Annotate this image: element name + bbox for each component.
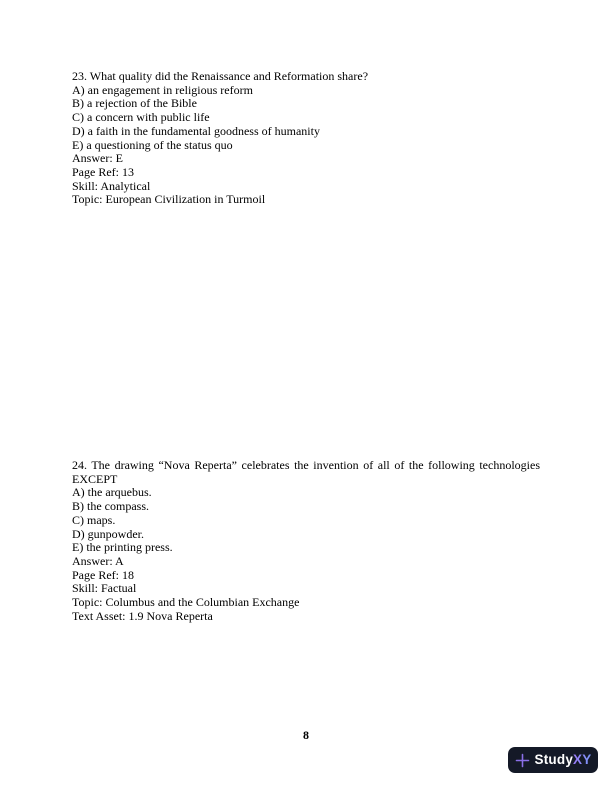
- answer-choice-c: C) maps.: [72, 512, 116, 527]
- topic-line: Topic: Columbus and the Columbian Exchange: [72, 595, 300, 610]
- question-text-continued: EXCEPT: [72, 471, 118, 486]
- plus-icon: [515, 753, 530, 768]
- text-asset-line: Text Asset: 1.9 Nova Reperta: [72, 608, 213, 623]
- question-text: 23. What quality did the Renaissance and Reformation share?: [72, 69, 369, 83]
- question-text: 24. The drawing “Nova Reperta” celebrates the invention of all of the following technologies: [72, 458, 540, 472]
- skill-line: Skill: Analytical: [72, 178, 151, 193]
- skill-line: Skill: Factual: [72, 581, 137, 596]
- page-ref-line: Page Ref: 13: [72, 164, 134, 179]
- answer-choice-e: E) a questioning of the status quo: [72, 137, 233, 152]
- topic-line: Topic: European Civilization in Turmoil: [72, 192, 266, 207]
- answer-choice-b: B) the compass.: [72, 499, 149, 514]
- answer-line: Answer: A: [72, 553, 124, 568]
- studyxy-logo-badge: [508, 747, 598, 773]
- question-23: [72, 70, 540, 207]
- answer-choice-d: D) a faith in the fundamental goodness of humanity: [72, 123, 320, 138]
- answer-choice-b: B) a rejection of the Bible: [72, 96, 197, 111]
- answer-line: Answer: E: [72, 151, 123, 166]
- answer-choice-c: C) a concern with public life: [72, 110, 210, 125]
- answer-choice-e: E) the printing press.: [72, 540, 173, 555]
- brand-primary-text: Study: [534, 752, 574, 768]
- brand-accent-text: XY: [573, 752, 592, 768]
- page-number: 8: [303, 728, 309, 742]
- answer-choice-a: A) an engagement in religious reform: [72, 82, 253, 97]
- question-24: [72, 459, 540, 623]
- page-ref-line: Page Ref: 18: [72, 567, 134, 582]
- brand-wordmark: [535, 753, 592, 767]
- answer-choice-d: D) gunpowder.: [72, 526, 144, 541]
- answer-choice-a: A) the arquebus.: [72, 485, 152, 500]
